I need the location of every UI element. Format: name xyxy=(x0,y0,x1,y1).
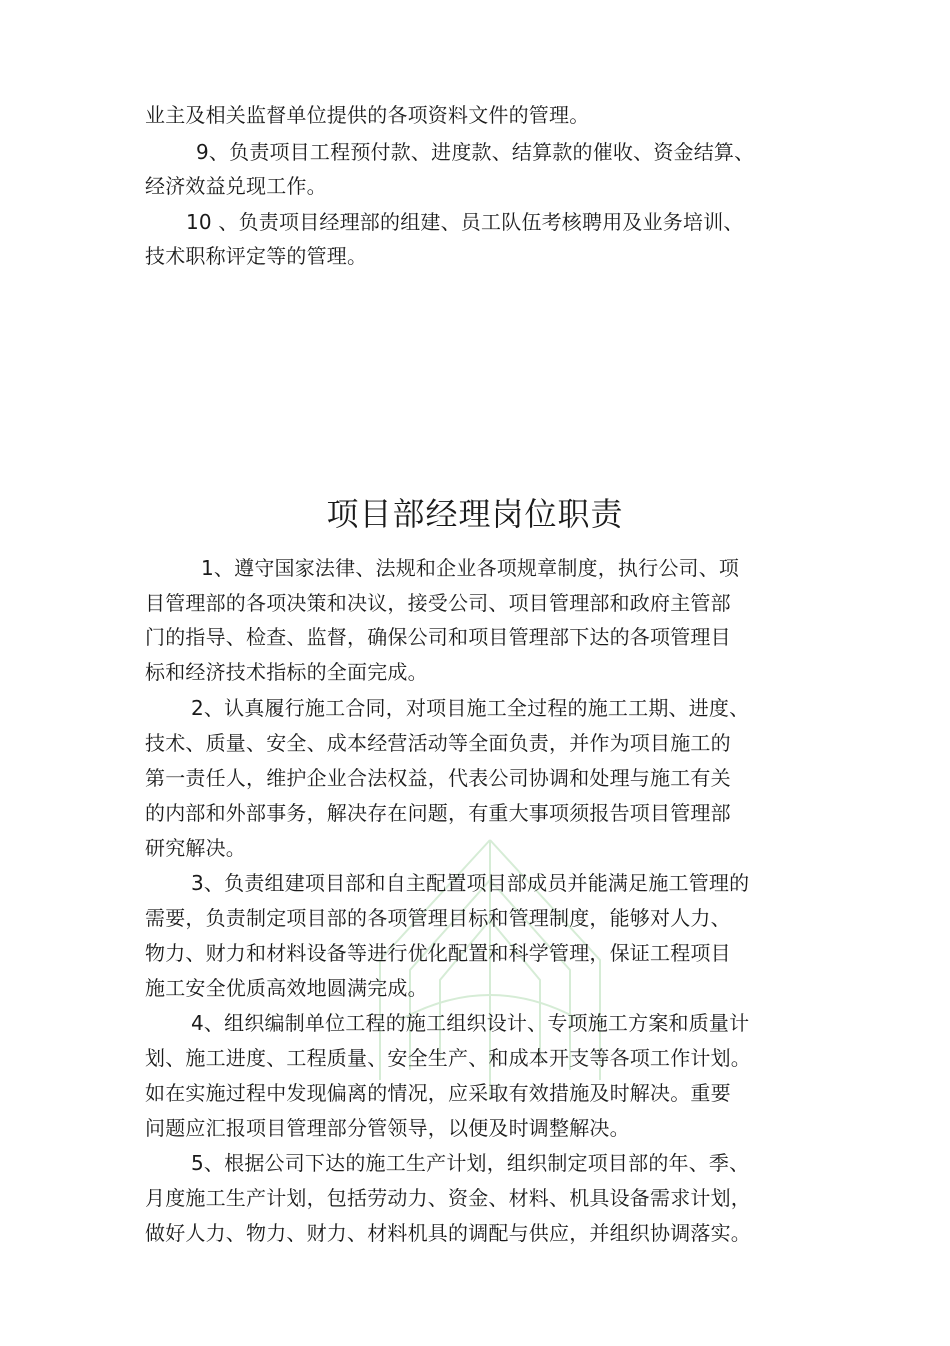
section-title: 项目部经理岗位职责 xyxy=(326,495,624,533)
text-line: 的内部和外部事务，解决存在问题，有重大事项须报告项目管理部 xyxy=(145,801,731,825)
text-line: 物力、财力和材料设备等进行优化配置和科学管理，保证工程项目 xyxy=(145,941,731,965)
text-line: 标和经济技术指标的全面完成。 xyxy=(145,660,428,684)
text-line: 目管理部的各项决策和决议，接受公司、项目管理部和政府主管部 xyxy=(145,591,731,615)
text-line: 3、负责组建项目部和自主配置项目部成员并能满足施工管理的 xyxy=(191,871,750,895)
text-line: 经济效益兑现工作。 xyxy=(145,174,327,198)
text-line: 技术、质量、安全、成本经营活动等全面负责，并作为项目施工的 xyxy=(145,731,731,755)
text-line: 研究解决。 xyxy=(145,836,246,860)
text-line: 问题应汇报项目管理部分管领导，以便及时调整解决。 xyxy=(145,1116,630,1140)
text-line: 划、施工进度、工程质量、安全生产、和成本开支等各项工作计划。 xyxy=(145,1046,751,1070)
text-line: 9、负责项目工程预付款、进度款、结算款的催收、资金结算、 xyxy=(196,140,755,164)
text-line: 第一责任人，维护企业合法权益，代表公司协调和处理与施工有关 xyxy=(145,766,731,790)
text-line: 5、根据公司下达的施工生产计划，组织制定项目部的年、季、 xyxy=(191,1151,750,1175)
text-line: 技术职称评定等的管理。 xyxy=(145,244,368,268)
text-line: 1、遵守国家法律、法规和企业各项规章制度，执行公司、项 xyxy=(201,556,740,580)
text-line: 施工安全优质高效地圆满完成。 xyxy=(145,976,428,1000)
text-line: 如在实施过程中发现偏离的情况，应采取有效措施及时解决。重要 xyxy=(145,1081,731,1105)
text-line: 月度施工生产计划，包括劳动力、资金、材料、机具设备需求计划， xyxy=(145,1186,751,1210)
text-line: 门的指导、检查、监督，确保公司和项目管理部下达的各项管理目 xyxy=(145,625,731,649)
text-line: 需要，负责制定项目部的各项管理目标和管理制度，能够对人力、 xyxy=(145,906,731,930)
text-line: 10 、负责项目经理部的组建、员工队伍考核聘用及业务培训、 xyxy=(186,210,744,234)
text-line: 4、组织编制单位工程的施工组织设计、专项施工方案和质量计 xyxy=(191,1011,750,1035)
text-line: 2、认真履行施工合同，对项目施工全过程的施工工期、进度、 xyxy=(191,696,750,720)
text-line: 做好人力、物力、财力、材料机具的调配与供应，并组织协调落实。 xyxy=(145,1221,751,1245)
text-line: 业主及相关监督单位提供的各项资料文件的管理。 xyxy=(145,103,590,127)
watermark-logo-icon xyxy=(340,820,640,1120)
